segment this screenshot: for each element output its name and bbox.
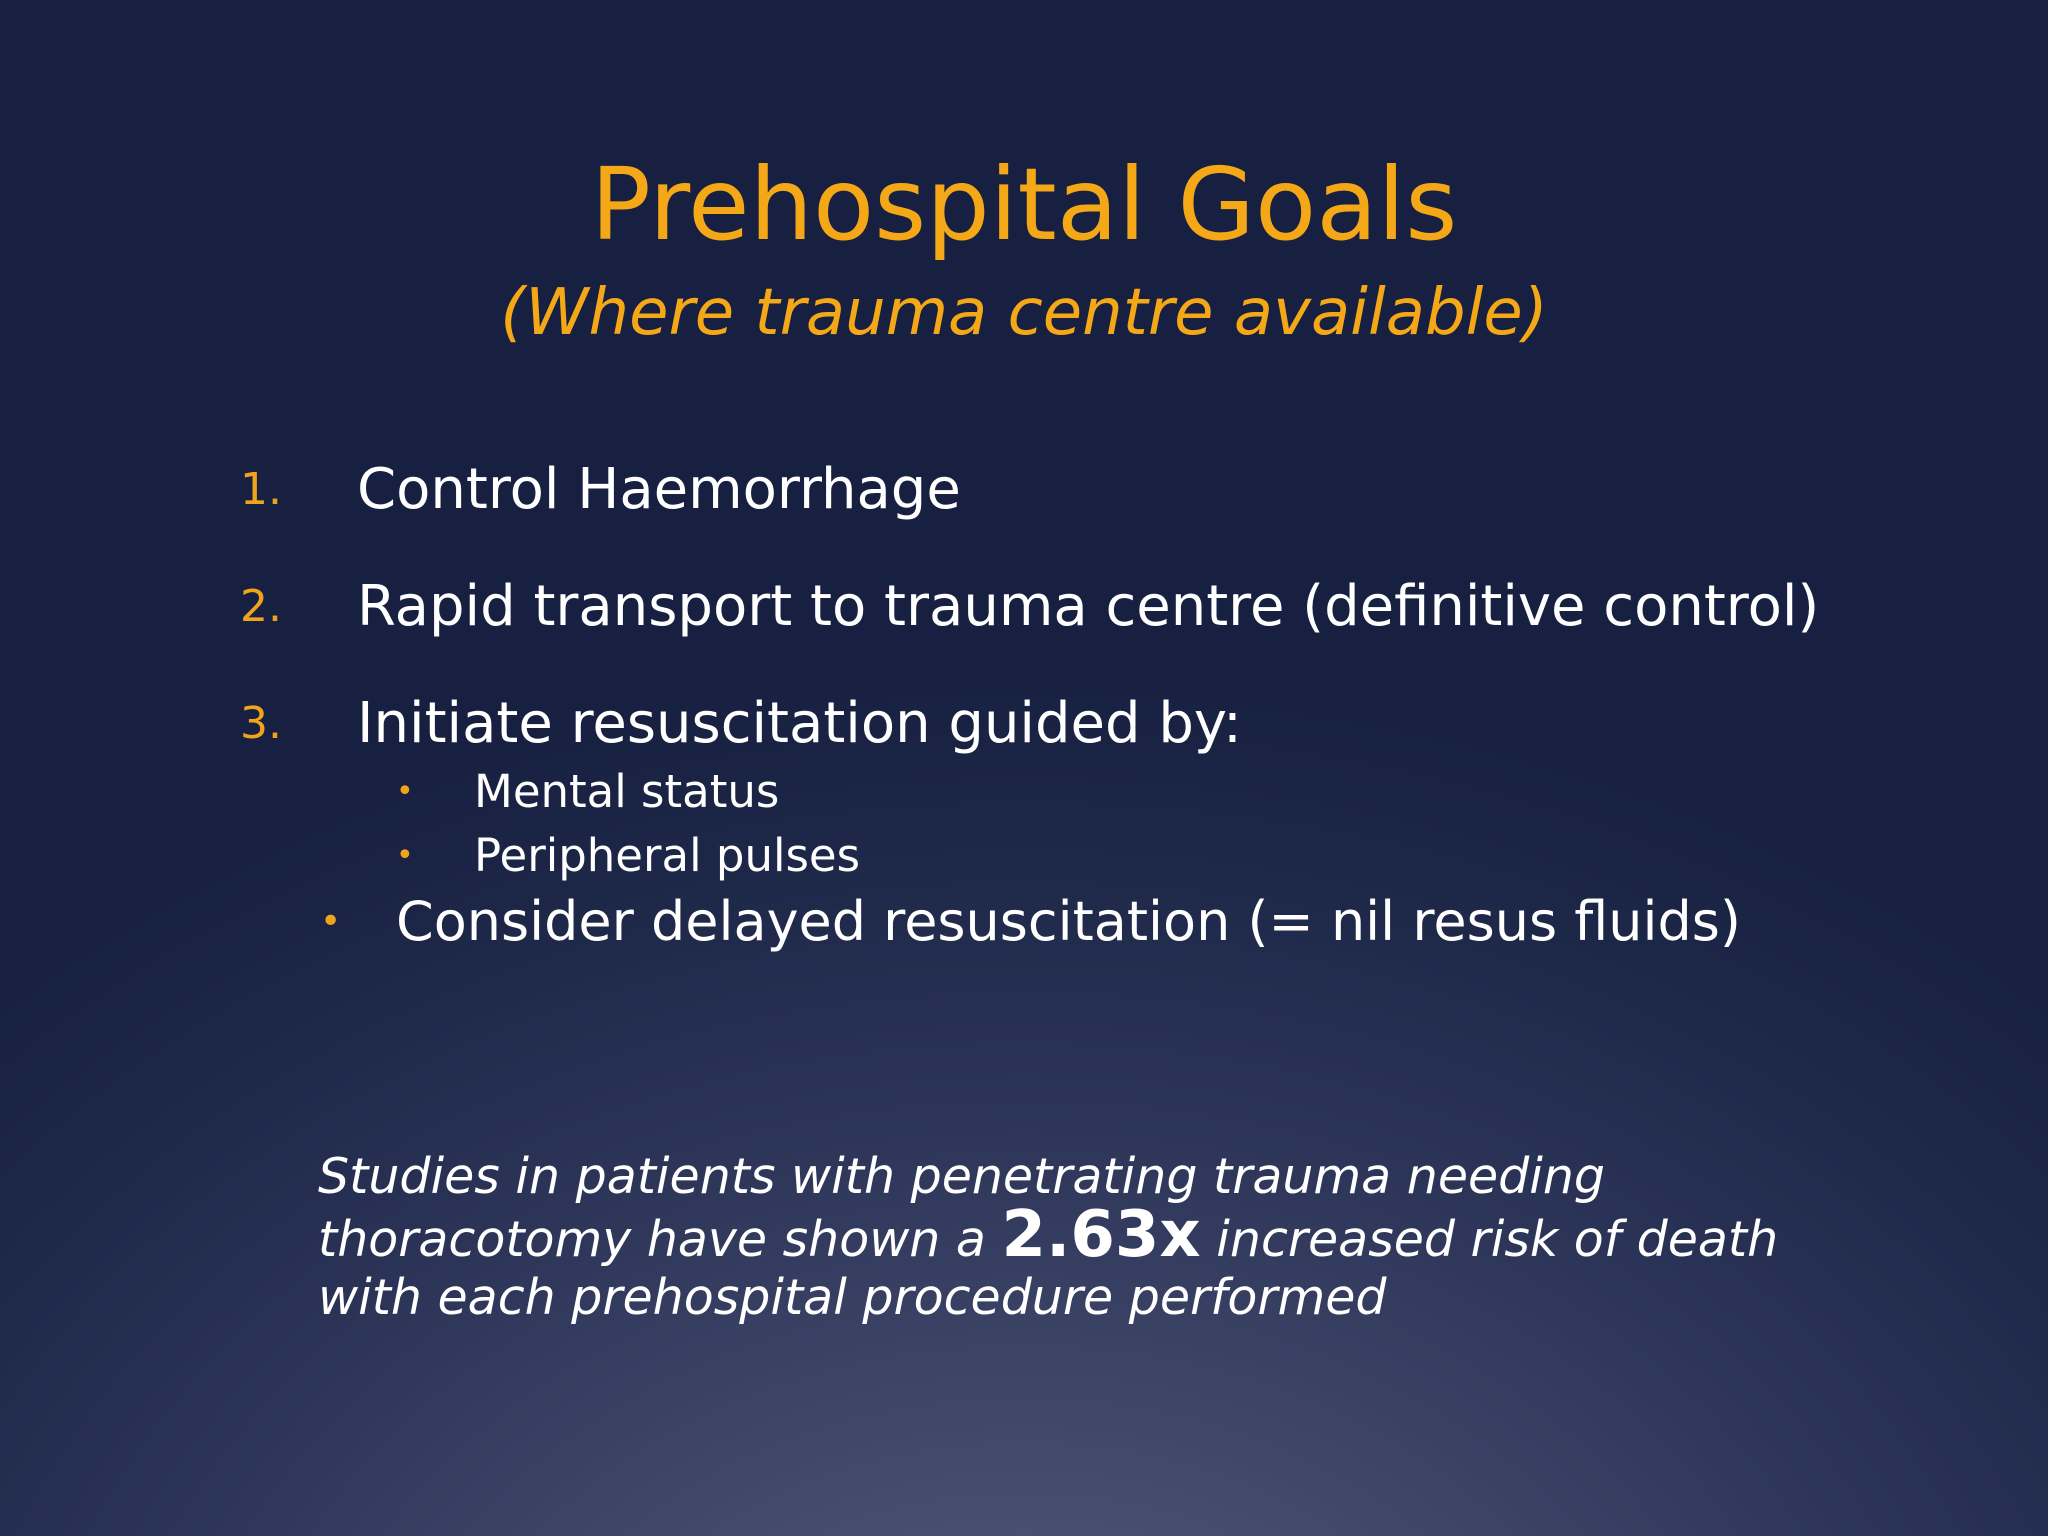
bullet-icon: •: [396, 838, 414, 873]
sub-item-text: Peripheral pulses: [474, 829, 861, 882]
sub-item-text: Mental status: [474, 765, 780, 818]
bullet-icon: •: [396, 774, 414, 809]
bullet-icon: •: [320, 901, 342, 942]
list-text-2: Rapid transport to trauma centre (definitive control): [357, 574, 1820, 639]
slide-title: Prehospital Goals: [590, 146, 1458, 263]
study-note-line-2-end: increased risk of death: [1200, 1211, 1779, 1268]
list-text-3: Initiate resuscitation guided by:: [357, 691, 1242, 756]
list-text-1: Control Haemorrhage: [357, 457, 961, 522]
bullet-item-text: Consider delayed resuscitation (= nil resus fluids): [396, 890, 1741, 953]
slide-subtitle: (Where trauma centre available): [500, 276, 1548, 350]
list-number-3: 3.: [240, 698, 282, 749]
list-number-1: 1.: [240, 464, 282, 515]
study-note-line-3: with each prehospital procedure performed: [318, 1269, 1387, 1326]
list-number-2: 2.: [240, 581, 282, 632]
study-note-line-2-start: thoracotomy have shown a: [318, 1211, 1002, 1268]
study-note: [318, 1148, 1878, 1327]
risk-statistic: 2.63x: [1001, 1198, 1201, 1272]
study-note-line-2: [318, 1198, 1878, 1272]
study-note-line-1: Studies in patients with penetrating trauma needing: [318, 1148, 1605, 1205]
